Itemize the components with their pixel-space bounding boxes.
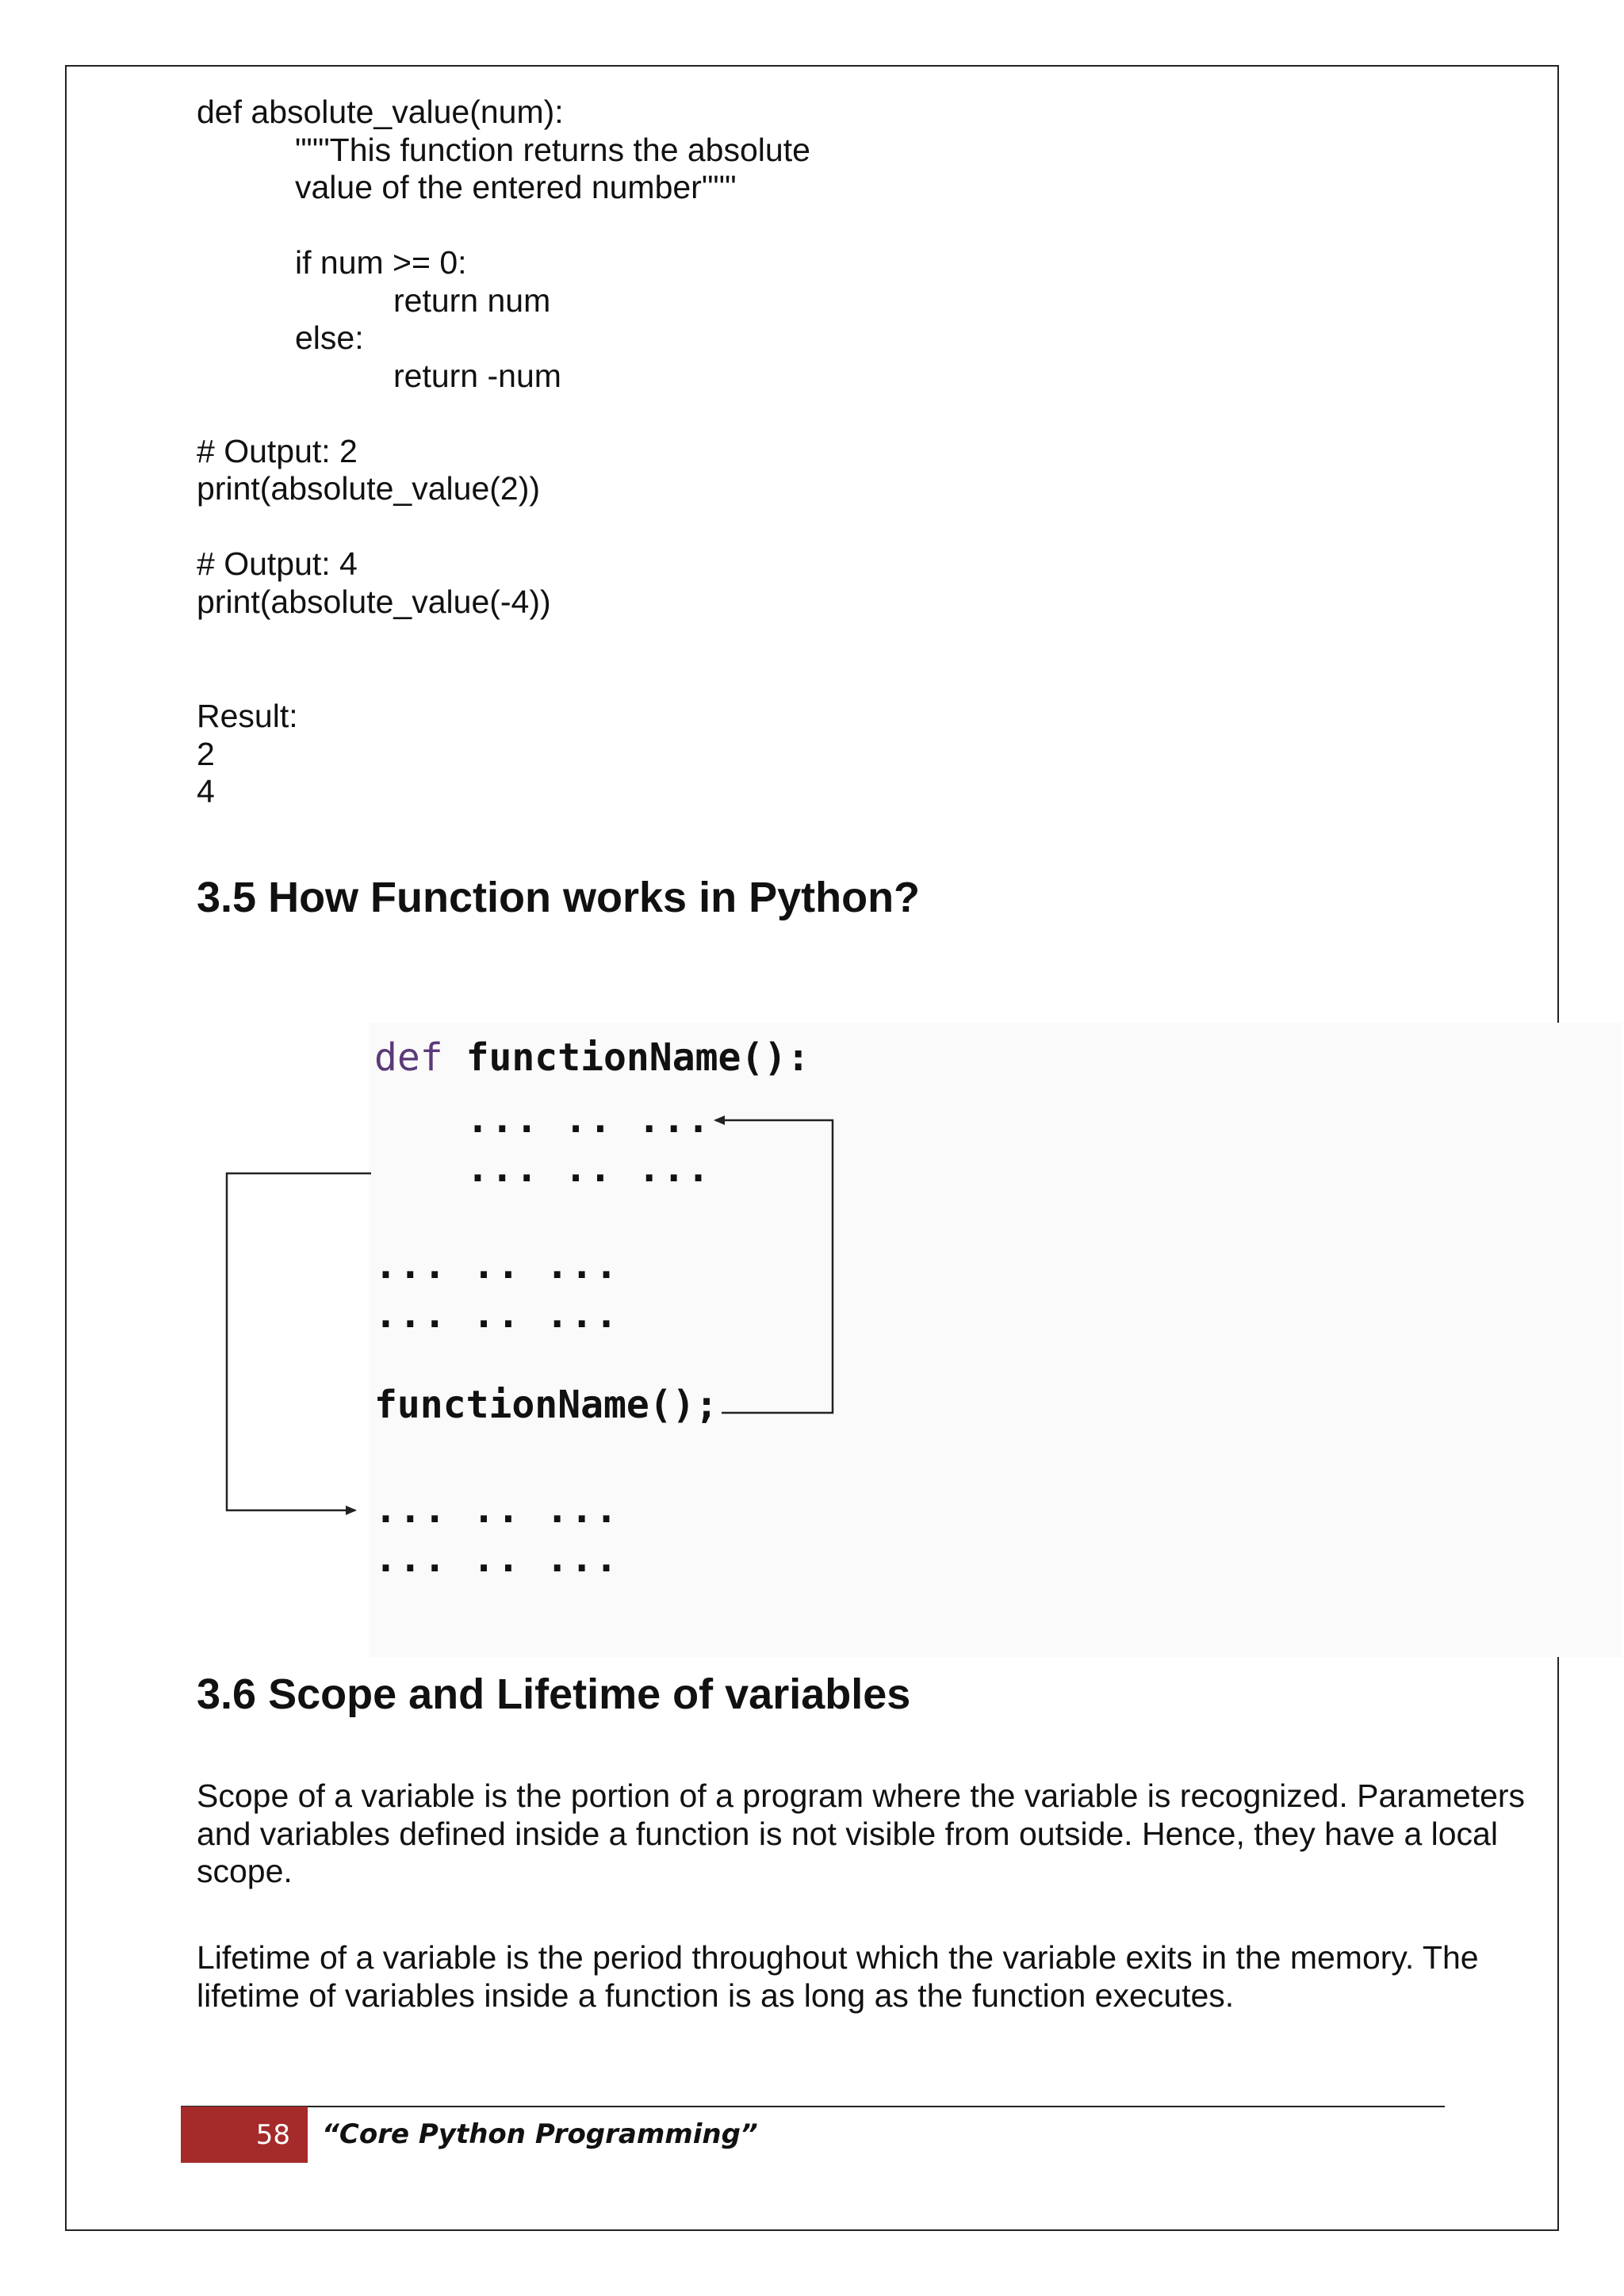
call-arrow <box>227 1173 371 1510</box>
code-line: if num >= 0: <box>295 244 467 281</box>
code-line: """This function returns the absolute <box>295 131 810 168</box>
page-number: 58 <box>181 2107 308 2163</box>
after-call-dots: ... .. ... <box>374 1536 619 1581</box>
code-line: return -num <box>393 357 561 394</box>
code-line <box>197 207 810 245</box>
code-line: def absolute_value(num): <box>197 94 564 130</box>
program-dots: ... .. ... <box>374 1292 619 1337</box>
code-line: print(absolute_value(2)) <box>197 470 541 507</box>
function-call: functionName(); <box>374 1383 718 1427</box>
code-line: value of the entered number""" <box>295 169 737 205</box>
section-heading-scope-lifetime: 3.6 Scope and Lifetime of variables <box>197 1670 911 1718</box>
function-body-dots: ... .. ... <box>466 1146 711 1191</box>
result-value: 2 <box>197 735 215 772</box>
lifetime-paragraph: Lifetime of a variable is the period throughout which the variable exits in the memory. The lifetime of variables inside a function is as long as the function executes. <box>197 1939 1479 2014</box>
code-line: else: <box>295 320 364 356</box>
book-title: “Core Python Programming” <box>322 2118 758 2150</box>
code-line <box>197 508 810 546</box>
code-line: # Output: 2 <box>197 432 358 469</box>
function-flow-diagram <box>214 1023 848 1594</box>
result-value: 4 <box>197 773 215 809</box>
code-line <box>197 395 810 433</box>
code-line: print(absolute_value(-4)) <box>197 583 551 620</box>
def-statement <box>374 1035 810 1080</box>
scope-paragraph: Scope of a variable is the portion of a program where the variable is recognized. Parameters and variables defined inside a function is not visible from outside. Hence, they have a local scope. <box>197 1777 1526 1889</box>
def-function-name: functionName(): <box>465 1035 810 1080</box>
footer-rule <box>181 2106 1445 2107</box>
program-dots: ... .. ... <box>374 1243 619 1288</box>
function-body-dots: ... .. ... <box>466 1097 711 1142</box>
result-output <box>197 698 298 811</box>
return-arrow <box>715 1120 833 1413</box>
def-keyword: def <box>374 1035 443 1080</box>
after-call-dots: ... .. ... <box>374 1487 619 1532</box>
code-line: # Output: 4 <box>197 545 358 582</box>
code-example <box>197 94 810 621</box>
code-line: return num <box>393 281 551 319</box>
result-label: Result: <box>197 698 298 734</box>
section-heading-how-function-works: 3.5 How Function works in Python? <box>197 874 921 921</box>
